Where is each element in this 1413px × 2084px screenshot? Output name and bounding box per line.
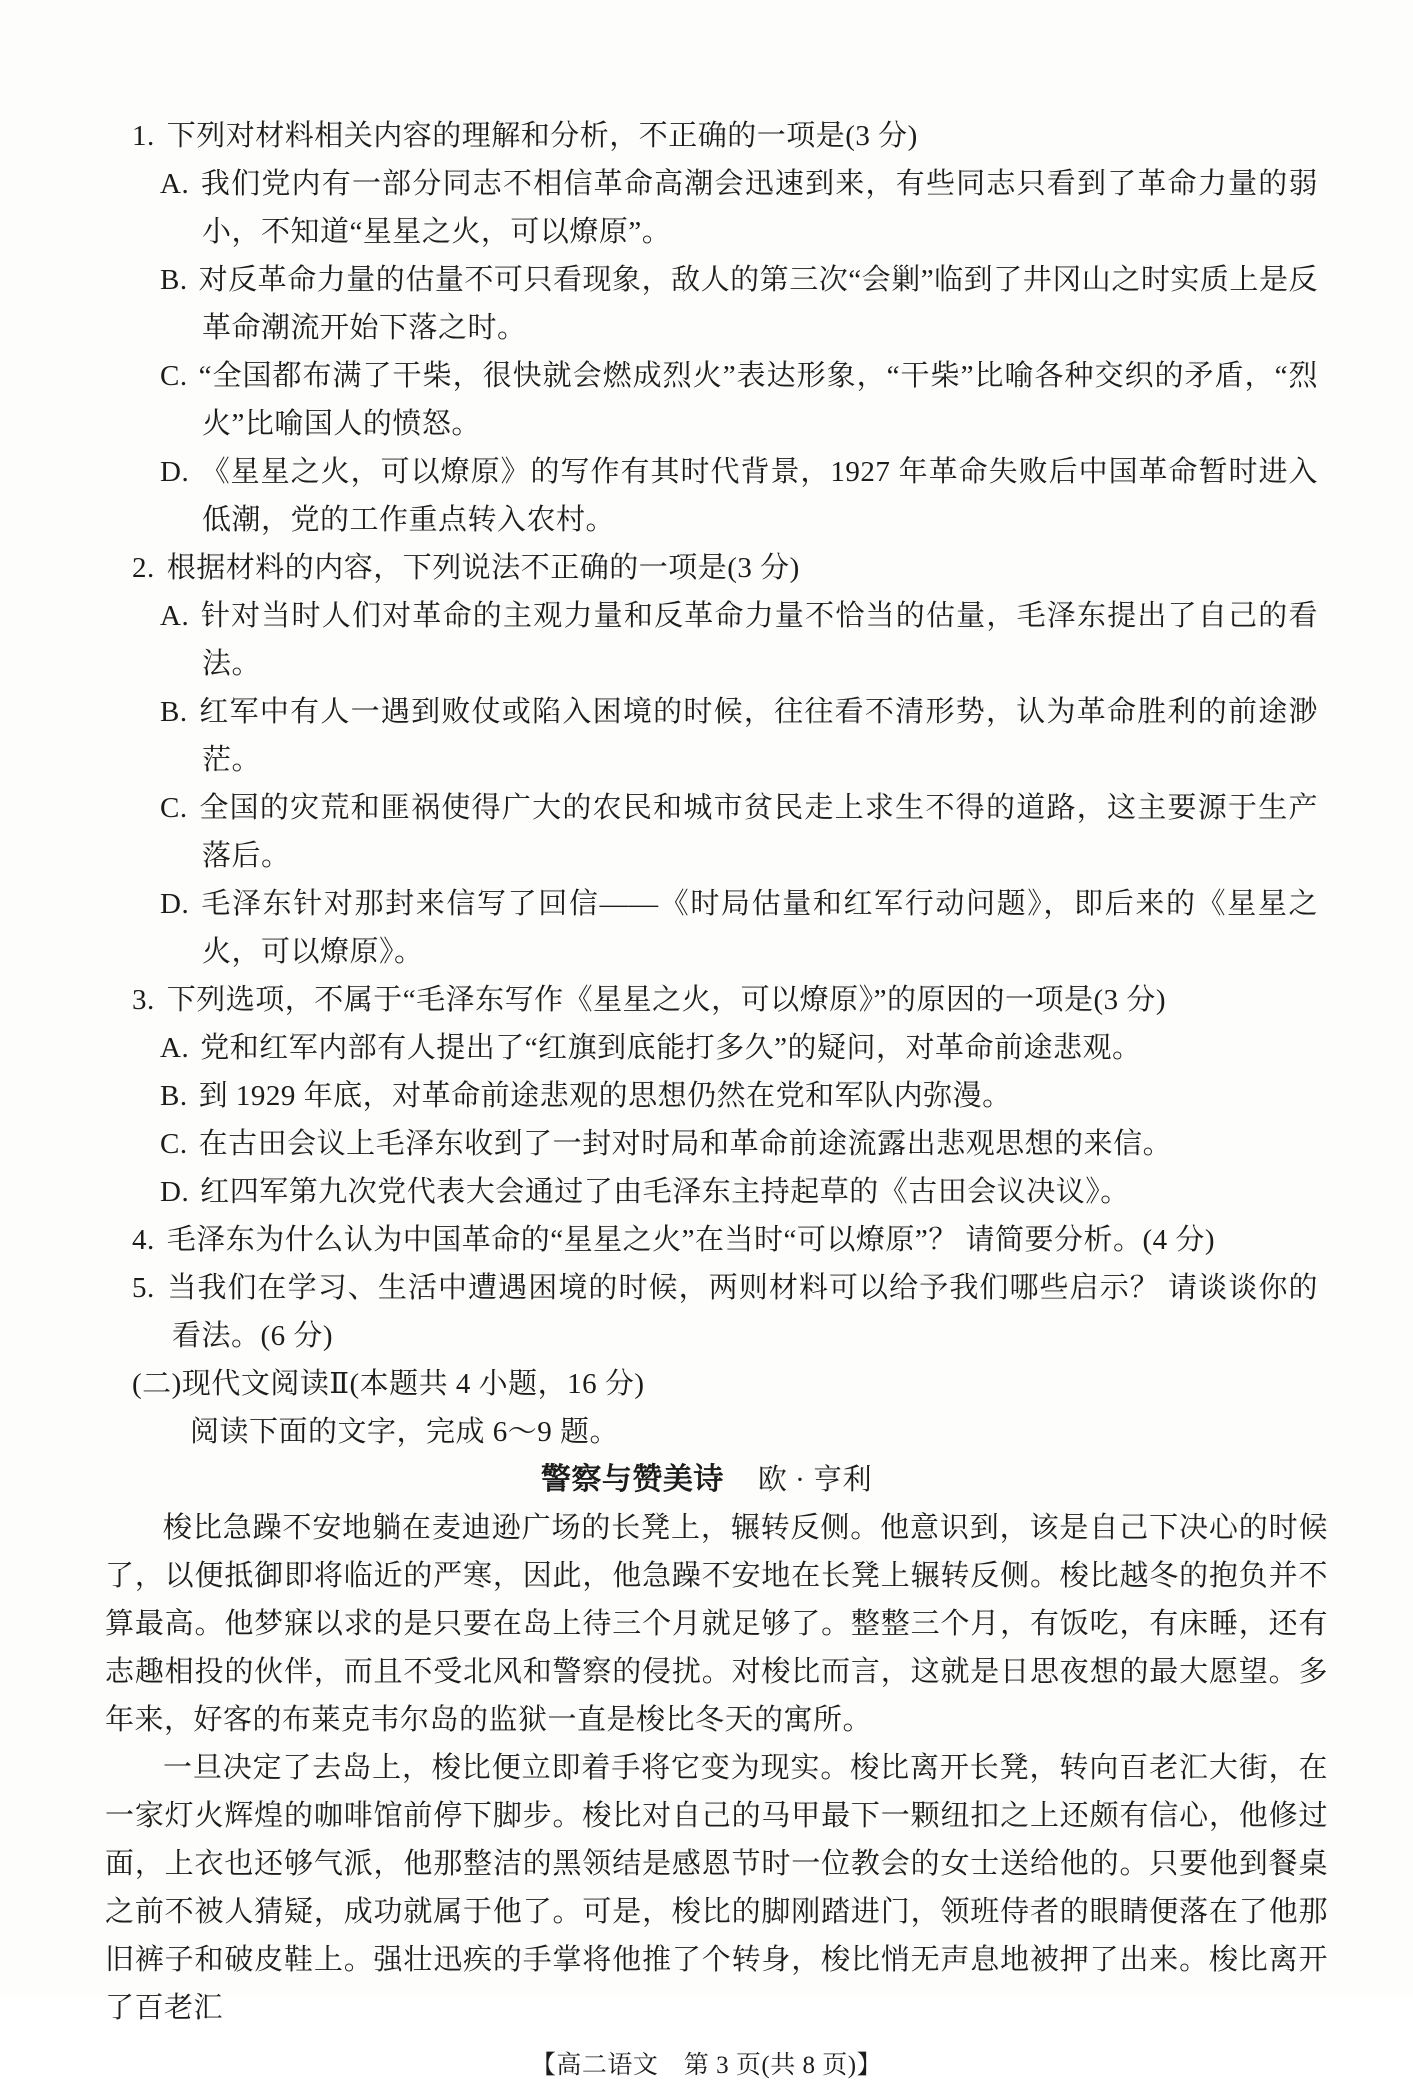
question-3-text: 下列选项，不属于“毛泽东写作《星星之火，可以燎原》”的原因的一项是(3 分) xyxy=(166,984,1167,1016)
question-4-stem xyxy=(132,1216,1318,1264)
passage-paragraph-1: 梭比急躁不安地躺在麦迪逊广场的长凳上，辗转反侧。他意识到，该是自己下决心的时候了，以便抵御即将临近的严寒，因此，他急躁不安地在长凳上辗转反侧。梭比越冬的抱负并不算最高。他梦寐以求的是只要在岛上待三个月就足够了。整整三个月，有饭吃，有床睡，还有志趣相投的伙伴，而且不受北风和警察的侵扰。对梭比而言，这就是日思夜想的最大愿望。多年来，好客的布莱克韦尔岛的监狱一直是梭比冬天的寓所。 xyxy=(105,1512,1328,1736)
option-text: 到 1929 年底，对革命前途悲观的思想仍然在党和军队内弥漫。 xyxy=(198,1080,1012,1112)
passage-paragraph-2: 一旦决定了去岛上，梭比便立即着手将它变为现实。梭比离开长凳，转向百老汇大街，在一家灯火辉煌的咖啡馆前停下脚步。梭比对自己的马甲最下一颗纽扣之上还颇有信心，他修过面，上衣也还够气派，他那整洁的黑领结是感恩节时一位教会的女士送给他的。只要他到餐桌之前不被人猜疑，成功就属于他了。可是，梭比的脚刚踏进门，领班侍者的眼睛便落在了他那旧裤子和破皮鞋上。强壮迅疾的手掌将他推了个转身，梭比悄无声息地被押了出来。梭比离开了百老汇 xyxy=(105,1752,1328,2024)
option-label: A. xyxy=(160,1032,190,1064)
question-1-stem xyxy=(132,112,1318,160)
question-3-number: 3. xyxy=(132,984,155,1016)
question-3-option-d xyxy=(160,1168,1318,1216)
question-2-option-a xyxy=(160,592,1318,688)
question-1-option-d xyxy=(160,448,1318,544)
option-text: “全国都布满了干柴，很快就会燃成烈火”表达形象，“干柴”比喻各种交织的矛盾，“烈火”比喻国人的愤怒。 xyxy=(198,360,1318,440)
question-1-option-c xyxy=(160,352,1318,448)
option-label: D. xyxy=(160,456,190,488)
question-1-text: 下列对材料相关内容的理解和分析，不正确的一项是(3 分) xyxy=(166,120,918,152)
question-2-option-d xyxy=(160,880,1318,976)
option-label: B. xyxy=(160,696,188,728)
page-footer: 【高二语文 第 3 页(共 8 页)】 xyxy=(530,2052,883,2079)
option-text: 毛泽东针对那封来信写了回信——《时局估量和红军行动问题》，即后来的《星星之火，可以燎原》。 xyxy=(200,888,1318,968)
question-4-number: 4. xyxy=(132,1224,155,1256)
question-1 xyxy=(132,112,1318,544)
option-text: 在古田会议上毛泽东收到了一封对时局和革命前途流露出悲观思想的来信。 xyxy=(198,1128,1173,1160)
reading-instruction: 阅读下面的文字，完成 6～9 题。 xyxy=(190,1416,620,1448)
option-label: B. xyxy=(160,264,188,296)
reading-title-line xyxy=(0,1456,1413,1504)
option-label: D. xyxy=(160,888,190,920)
option-label: C. xyxy=(160,360,188,392)
question-1-number: 1. xyxy=(132,120,155,152)
question-4-text: 毛泽东为什么认为中国革命的“星星之火”在当时“可以燎原”？ 请简要分析。(4 分) xyxy=(166,1224,1216,1256)
reading-author: 欧 · 亨利 xyxy=(757,1464,873,1496)
option-label: C. xyxy=(160,792,188,824)
question-1-option-b xyxy=(160,256,1318,352)
option-text: 全国的灾荒和匪祸使得广大的农民和城市贫民走上求生不得的道路，这主要源于生产落后。 xyxy=(198,792,1318,872)
option-text: 红军中有人一遇到败仗或陷入困境的时候，往往看不清形势，认为革命胜利的前途渺茫。 xyxy=(198,696,1318,776)
question-3-option-c xyxy=(160,1120,1318,1168)
option-text: 党和红军内部有人提出了“红旗到底能打多久”的疑问，对革命前途悲观。 xyxy=(200,1032,1142,1064)
question-5-text: 当我们在学习、生活中遭遇困境的时候，两则材料可以给予我们哪些启示？ 请谈谈你的看法。(6 分) xyxy=(166,1272,1318,1352)
option-text: 对反革命力量的估量不可只看现象，敌人的第三次“会剿”临到了井冈山之时实质上是反革命潮流开始下落之时。 xyxy=(198,264,1318,344)
option-text: 红四军第九次党代表大会通过了由毛泽东主持起草的《古田会议决议》。 xyxy=(200,1176,1130,1208)
reading-section xyxy=(105,1360,1328,2032)
option-text: 《星星之火，可以燎原》的写作有其时代背景，1927 年革命失败后中国革命暂时进入低潮，党的工作重点转入农村。 xyxy=(200,456,1318,536)
option-text: 我们党内有一部分同志不相信革命高潮会迅速到来，有些同志只看到了革命力量的弱小，不知道“星星之火，可以燎原”。 xyxy=(200,168,1318,248)
question-4 xyxy=(132,1216,1318,1264)
question-2 xyxy=(132,544,1318,976)
question-3-stem xyxy=(132,976,1318,1024)
question-3-option-a xyxy=(160,1024,1318,1072)
question-2-option-b xyxy=(160,688,1318,784)
reading-title: 警察与赞美诗 xyxy=(540,1463,724,1496)
reading-passage xyxy=(105,1504,1328,2032)
option-label: A. xyxy=(160,600,190,632)
option-label: A. xyxy=(160,168,190,200)
question-3-option-b xyxy=(160,1072,1318,1120)
question-5-number: 5. xyxy=(132,1272,155,1304)
question-5 xyxy=(132,1264,1318,1360)
option-label: C. xyxy=(160,1128,188,1160)
question-3 xyxy=(132,976,1318,1216)
question-5-stem xyxy=(132,1264,1318,1360)
question-1-option-a xyxy=(160,160,1318,256)
option-text: 针对当时人们对革命的主观力量和反革命力量不恰当的估量，毛泽东提出了自己的看法。 xyxy=(200,600,1318,680)
question-2-stem xyxy=(132,544,1318,592)
reading-section-heading: (二)现代文阅读Ⅱ(本题共 4 小题，16 分) xyxy=(132,1368,645,1400)
question-2-option-c xyxy=(160,784,1318,880)
option-label: D. xyxy=(160,1176,190,1208)
option-label: B. xyxy=(160,1080,188,1112)
question-2-text: 根据材料的内容，下列说法不正确的一项是(3 分) xyxy=(166,552,800,584)
question-2-number: 2. xyxy=(132,552,155,584)
